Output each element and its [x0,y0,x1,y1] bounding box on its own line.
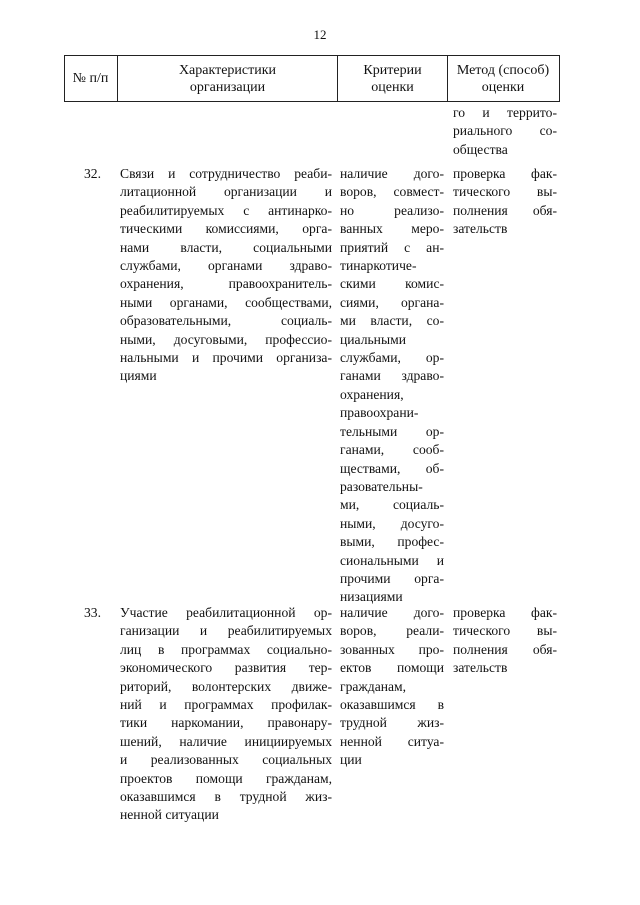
text-line: сиональными и [340,552,444,568]
text-line: правоохрани- [340,405,419,421]
row-method [453,165,557,239]
text-line: скими комис- [340,276,444,292]
text-line: ванных меро- [340,221,444,237]
text-line: наличие дого- [340,166,444,181]
text-line: циальными [340,331,406,347]
text-line: лиц в программах социально- [120,641,332,657]
text-line: тическими комиссиями, орга- [120,221,332,237]
text-line: службами, ор- [340,350,444,366]
text-line: риального со- [453,123,557,139]
text-line: ненной ситуации [120,807,219,823]
text-line: прочими орга- [340,570,444,586]
text-line: выми, профес- [340,534,444,550]
text-line: Связи и сотрудничество реаби- [120,166,332,181]
text-line: полнения обя- [453,641,557,657]
text-line: ганами, сооб- [340,442,444,458]
text-line: и реализованных социальных [120,752,332,768]
row-criteria [340,604,444,770]
text-line: тинаркотиче- [340,258,417,274]
text-line: полнения обя- [453,202,557,218]
text-line: охранения, [340,386,404,402]
text-line: нами власти, социальными [120,239,332,255]
text-line: ми, социаль- [340,497,444,513]
header-criteria-text: Критерии оценки [363,62,422,95]
text-line: зательств [453,221,508,237]
text-line: ненной ситуа- [340,733,444,749]
text-line: воров, совмест- [340,184,444,200]
text-line: проектов помощи гражданам, [120,770,332,786]
text-line: ществами, об- [340,460,444,476]
text-line: гражданам, [340,678,407,694]
text-line: ектов помощи [340,660,444,676]
text-line: тики наркомании, правонару- [120,715,332,731]
text-line: образовательными, социаль- [120,313,332,329]
text-line: охранения, правоохранитель- [120,276,332,292]
text-line: тического вы- [453,623,557,639]
text-line: разовательны- [340,478,423,494]
text-line: проверка фак- [453,166,557,181]
text-line: ными, досуговыми, профессио- [120,331,332,347]
text-line: оказавшимся в трудной жиз- [120,789,332,805]
text-line: ции [340,752,362,768]
text-line: воров, реали- [340,623,444,639]
row-criteria [340,165,444,607]
text-line: нальными и прочими организа- [120,350,332,366]
text-line: сиями, органа- [340,294,444,310]
text-line: ными, досуго- [340,515,444,531]
text-line: тического вы- [453,184,557,200]
header-number: № п/п [72,71,109,86]
header-criteria [338,55,447,102]
row-characteristic [120,604,332,825]
text-line: ми власти, со- [340,313,444,329]
text-line: приятий с ан- [340,239,444,255]
text-line: риторий, волонтерских движе- [120,678,332,694]
text-line: Участие реабилитационной ор- [120,605,332,620]
text-line: тельными ор- [340,423,444,439]
text-line: шений, наличие инициируемых [120,733,332,749]
text-line: низациями [340,589,403,605]
text-line: циями [120,368,157,384]
header-characteristics [118,55,337,102]
text-line: наличие дого- [340,605,444,620]
header-characteristics-text: Характеристики организации [178,62,277,95]
row-characteristic [120,165,332,386]
page-number: 12 [313,27,327,42]
text-line: трудной жиз- [340,715,444,731]
text-line: службами, органами здраво- [120,258,332,274]
row-number: 32. [84,166,101,181]
text-line: литационной организации и [120,184,332,200]
text-line: ний и программах профилак- [120,697,332,713]
text-line: общества [453,141,508,157]
continuation-method [453,104,557,159]
row-method [453,604,557,678]
header-method-text: Метод (способ) оценки [456,62,550,95]
row-number: 33. [84,605,101,620]
text-line: но реализо- [340,202,444,218]
text-line: экономического развития тер- [120,660,332,676]
text-line: ганизации и реабилитируемых [120,623,332,639]
text-line: ными органами, сообществами, [120,294,332,310]
text-line: оказавшимся в [340,697,444,713]
header-method [448,55,558,102]
text-line: проверка фак- [453,605,557,620]
text-line: зательств [453,660,508,676]
text-line: реабилитируемых с антинарко- [120,202,332,218]
text-line: го и террито- [453,105,557,120]
text-line: зованных про- [340,641,444,657]
text-line: ганами здраво- [340,368,444,384]
